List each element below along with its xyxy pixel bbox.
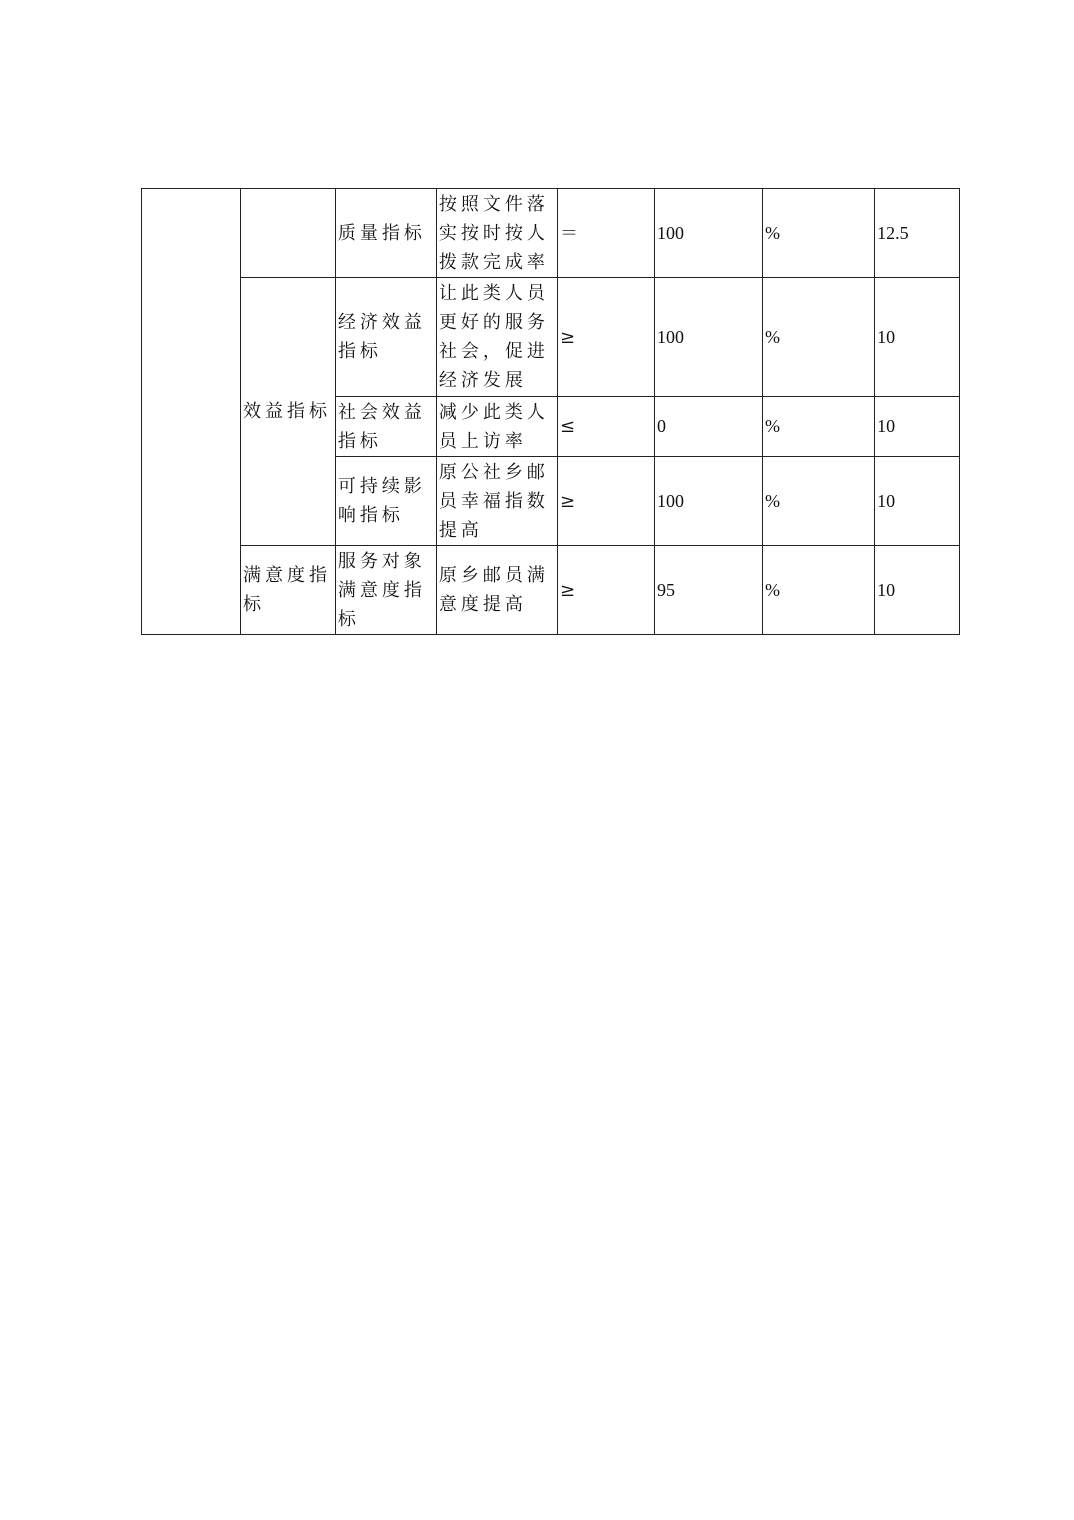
table-row — [142, 278, 960, 397]
weight-cell: 10 — [875, 397, 960, 457]
level2-indicator-cell — [240, 189, 335, 278]
level2-indicator-cell: 满意度指标 — [240, 546, 335, 635]
indicator-content-cell: 按照文件落实按时按人拨款完成率 — [436, 189, 557, 278]
target-value-cell: 0 — [654, 397, 762, 457]
indicator-content-cell: 让此类人员更好的服务社会，促进经济发展 — [436, 278, 557, 397]
weight-cell: 10 — [875, 546, 960, 635]
operator-cell: ≥ — [558, 278, 655, 397]
indicator-content-cell: 减少此类人员上访率 — [436, 397, 557, 457]
indicator-content-cell: 原公社乡邮员幸福指数提高 — [436, 457, 557, 546]
unit-cell: % — [763, 397, 875, 457]
table-row — [142, 546, 960, 635]
unit-cell: % — [763, 189, 875, 278]
operator-cell: ＝ — [558, 189, 655, 278]
target-value-cell: 100 — [654, 457, 762, 546]
weight-cell: 10 — [875, 278, 960, 397]
unit-cell: % — [763, 278, 875, 397]
weight-cell: 12.5 — [875, 189, 960, 278]
performance-indicator-table — [141, 188, 960, 635]
table-row — [142, 189, 960, 278]
operator-cell: ≤ — [558, 397, 655, 457]
operator-cell: ≥ — [558, 457, 655, 546]
level3-indicator-cell: 质量指标 — [335, 189, 436, 278]
weight-cell: 10 — [875, 457, 960, 546]
unit-cell: % — [763, 546, 875, 635]
level3-indicator-cell: 服务对象满意度指标 — [335, 546, 436, 635]
operator-cell: ≥ — [558, 546, 655, 635]
level3-indicator-cell: 经济效益指标 — [335, 278, 436, 397]
unit-cell: % — [763, 457, 875, 546]
target-value-cell: 100 — [654, 278, 762, 397]
indicator-content-cell: 原乡邮员满意度提高 — [436, 546, 557, 635]
performance-indicator-table-wrap — [141, 188, 960, 635]
level2-indicator-cell: 效益指标 — [240, 278, 335, 546]
target-value-cell: 95 — [654, 546, 762, 635]
target-value-cell: 100 — [654, 189, 762, 278]
level3-indicator-cell: 可持续影响指标 — [335, 457, 436, 546]
level1-indicator-cell — [142, 189, 241, 635]
level3-indicator-cell: 社会效益指标 — [335, 397, 436, 457]
